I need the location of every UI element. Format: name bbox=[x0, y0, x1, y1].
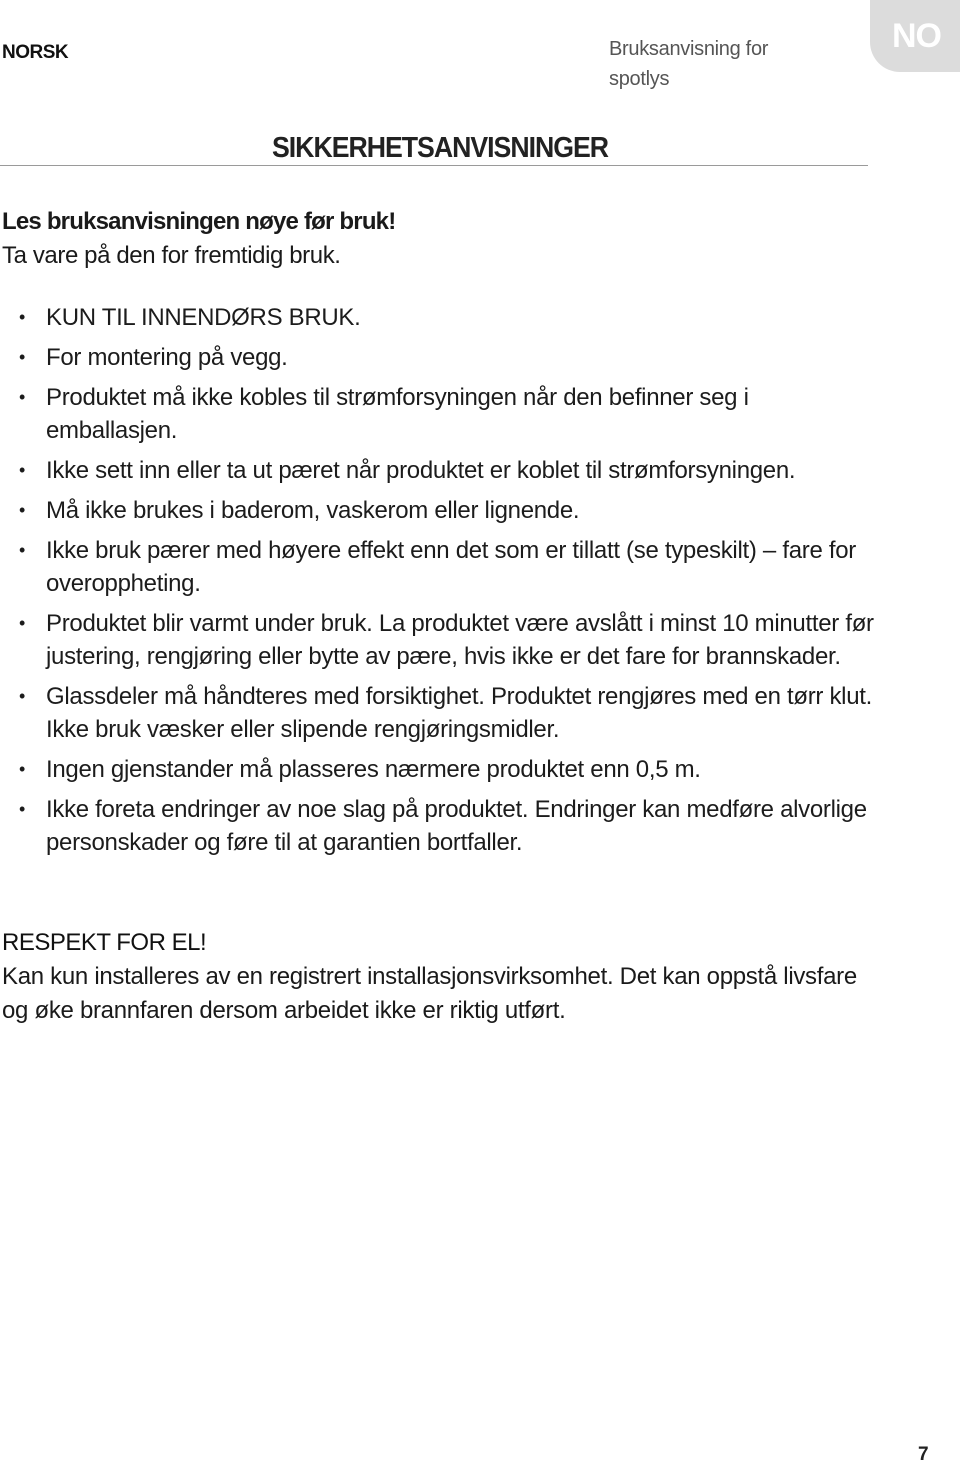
list-item-text: Må ikke brukes i baderom, vaskerom eller lignende. bbox=[46, 497, 580, 524]
bullet-icon: • bbox=[19, 460, 26, 480]
document-title bbox=[609, 34, 799, 94]
language-tab-label: NO bbox=[892, 16, 941, 55]
electrical-warning-text: Kan kun installeres av en registrert installasjonsvirksomhet. Det kan oppstå livsfare og øke brannfaren dersom arbeidet ikke er riktig utført. bbox=[2, 963, 857, 1024]
list-item bbox=[0, 381, 880, 447]
list-item bbox=[0, 753, 880, 786]
list-item bbox=[0, 301, 880, 334]
document-title-line2: spotlys bbox=[609, 68, 670, 90]
list-item-text: Ikke bruk pærer med høyere effekt enn det som er tillatt (se typeskilt) – fare for overoppheting. bbox=[46, 537, 856, 597]
list-item bbox=[0, 454, 880, 487]
list-item-text: Produktet blir varmt under bruk. La produktet være avslått i minst 10 minutter før justering, rengjøring eller bytte av pære, hvis ikke er det fare for brannskader. bbox=[46, 610, 874, 670]
list-item bbox=[0, 494, 880, 527]
list-item-text: Ikke foreta endringer av noe slag på produktet. Endringer kan medføre alvorlige personskader og føre til at garantien bortfaller. bbox=[46, 796, 867, 856]
bullet-icon: • bbox=[19, 613, 26, 633]
list-item-text: KUN TIL INNENDØRS BRUK. bbox=[46, 304, 361, 331]
bullet-icon: • bbox=[19, 387, 26, 407]
electrical-warning-heading: RESPEKT FOR EL! bbox=[2, 929, 207, 956]
language-label: NORSK bbox=[2, 42, 69, 63]
bullet-icon: • bbox=[19, 540, 26, 560]
page-number: 7 bbox=[918, 1444, 929, 1465]
list-item-text: For montering på vegg. bbox=[46, 344, 288, 371]
list-item bbox=[0, 680, 880, 746]
section-title: SIKKERHETSANVISNINGER bbox=[272, 132, 609, 164]
safety-list bbox=[0, 301, 880, 866]
language-tab bbox=[870, 0, 960, 72]
intro-block bbox=[2, 205, 395, 273]
list-item-text: Glassdeler må håndteres med forsiktighet. Produktet rengjøres med en tørr klut. Ikke bruk væsker eller slipende rengjøringsmidler. bbox=[46, 683, 872, 743]
bullet-icon: • bbox=[19, 686, 26, 706]
list-item-text: Ingen gjenstander må plasseres nærmere produktet enn 0,5 m. bbox=[46, 756, 701, 783]
bullet-icon: • bbox=[19, 759, 26, 779]
intro-keep-note: Ta vare på den for fremtidig bruk. bbox=[2, 242, 341, 269]
bullet-icon: • bbox=[19, 307, 26, 327]
bullet-icon: • bbox=[19, 500, 26, 520]
bullet-icon: • bbox=[19, 799, 26, 819]
list-item-text: Produktet må ikke kobles til strømforsyningen når den befinner seg i emballasjen. bbox=[46, 384, 749, 444]
bullet-icon: • bbox=[19, 347, 26, 367]
document-title-line1: Bruksanvisning for bbox=[609, 38, 769, 60]
list-item bbox=[0, 534, 880, 600]
title-divider bbox=[0, 165, 868, 166]
list-item-text: Ikke sett inn eller ta ut pæret når produktet er koblet til strømforsyningen. bbox=[46, 457, 796, 484]
list-item bbox=[0, 793, 880, 859]
electrical-warning bbox=[2, 926, 882, 1028]
list-item bbox=[0, 607, 880, 673]
intro-warning: Les bruksanvisningen nøye før bruk! bbox=[2, 208, 396, 235]
list-item bbox=[0, 341, 880, 374]
